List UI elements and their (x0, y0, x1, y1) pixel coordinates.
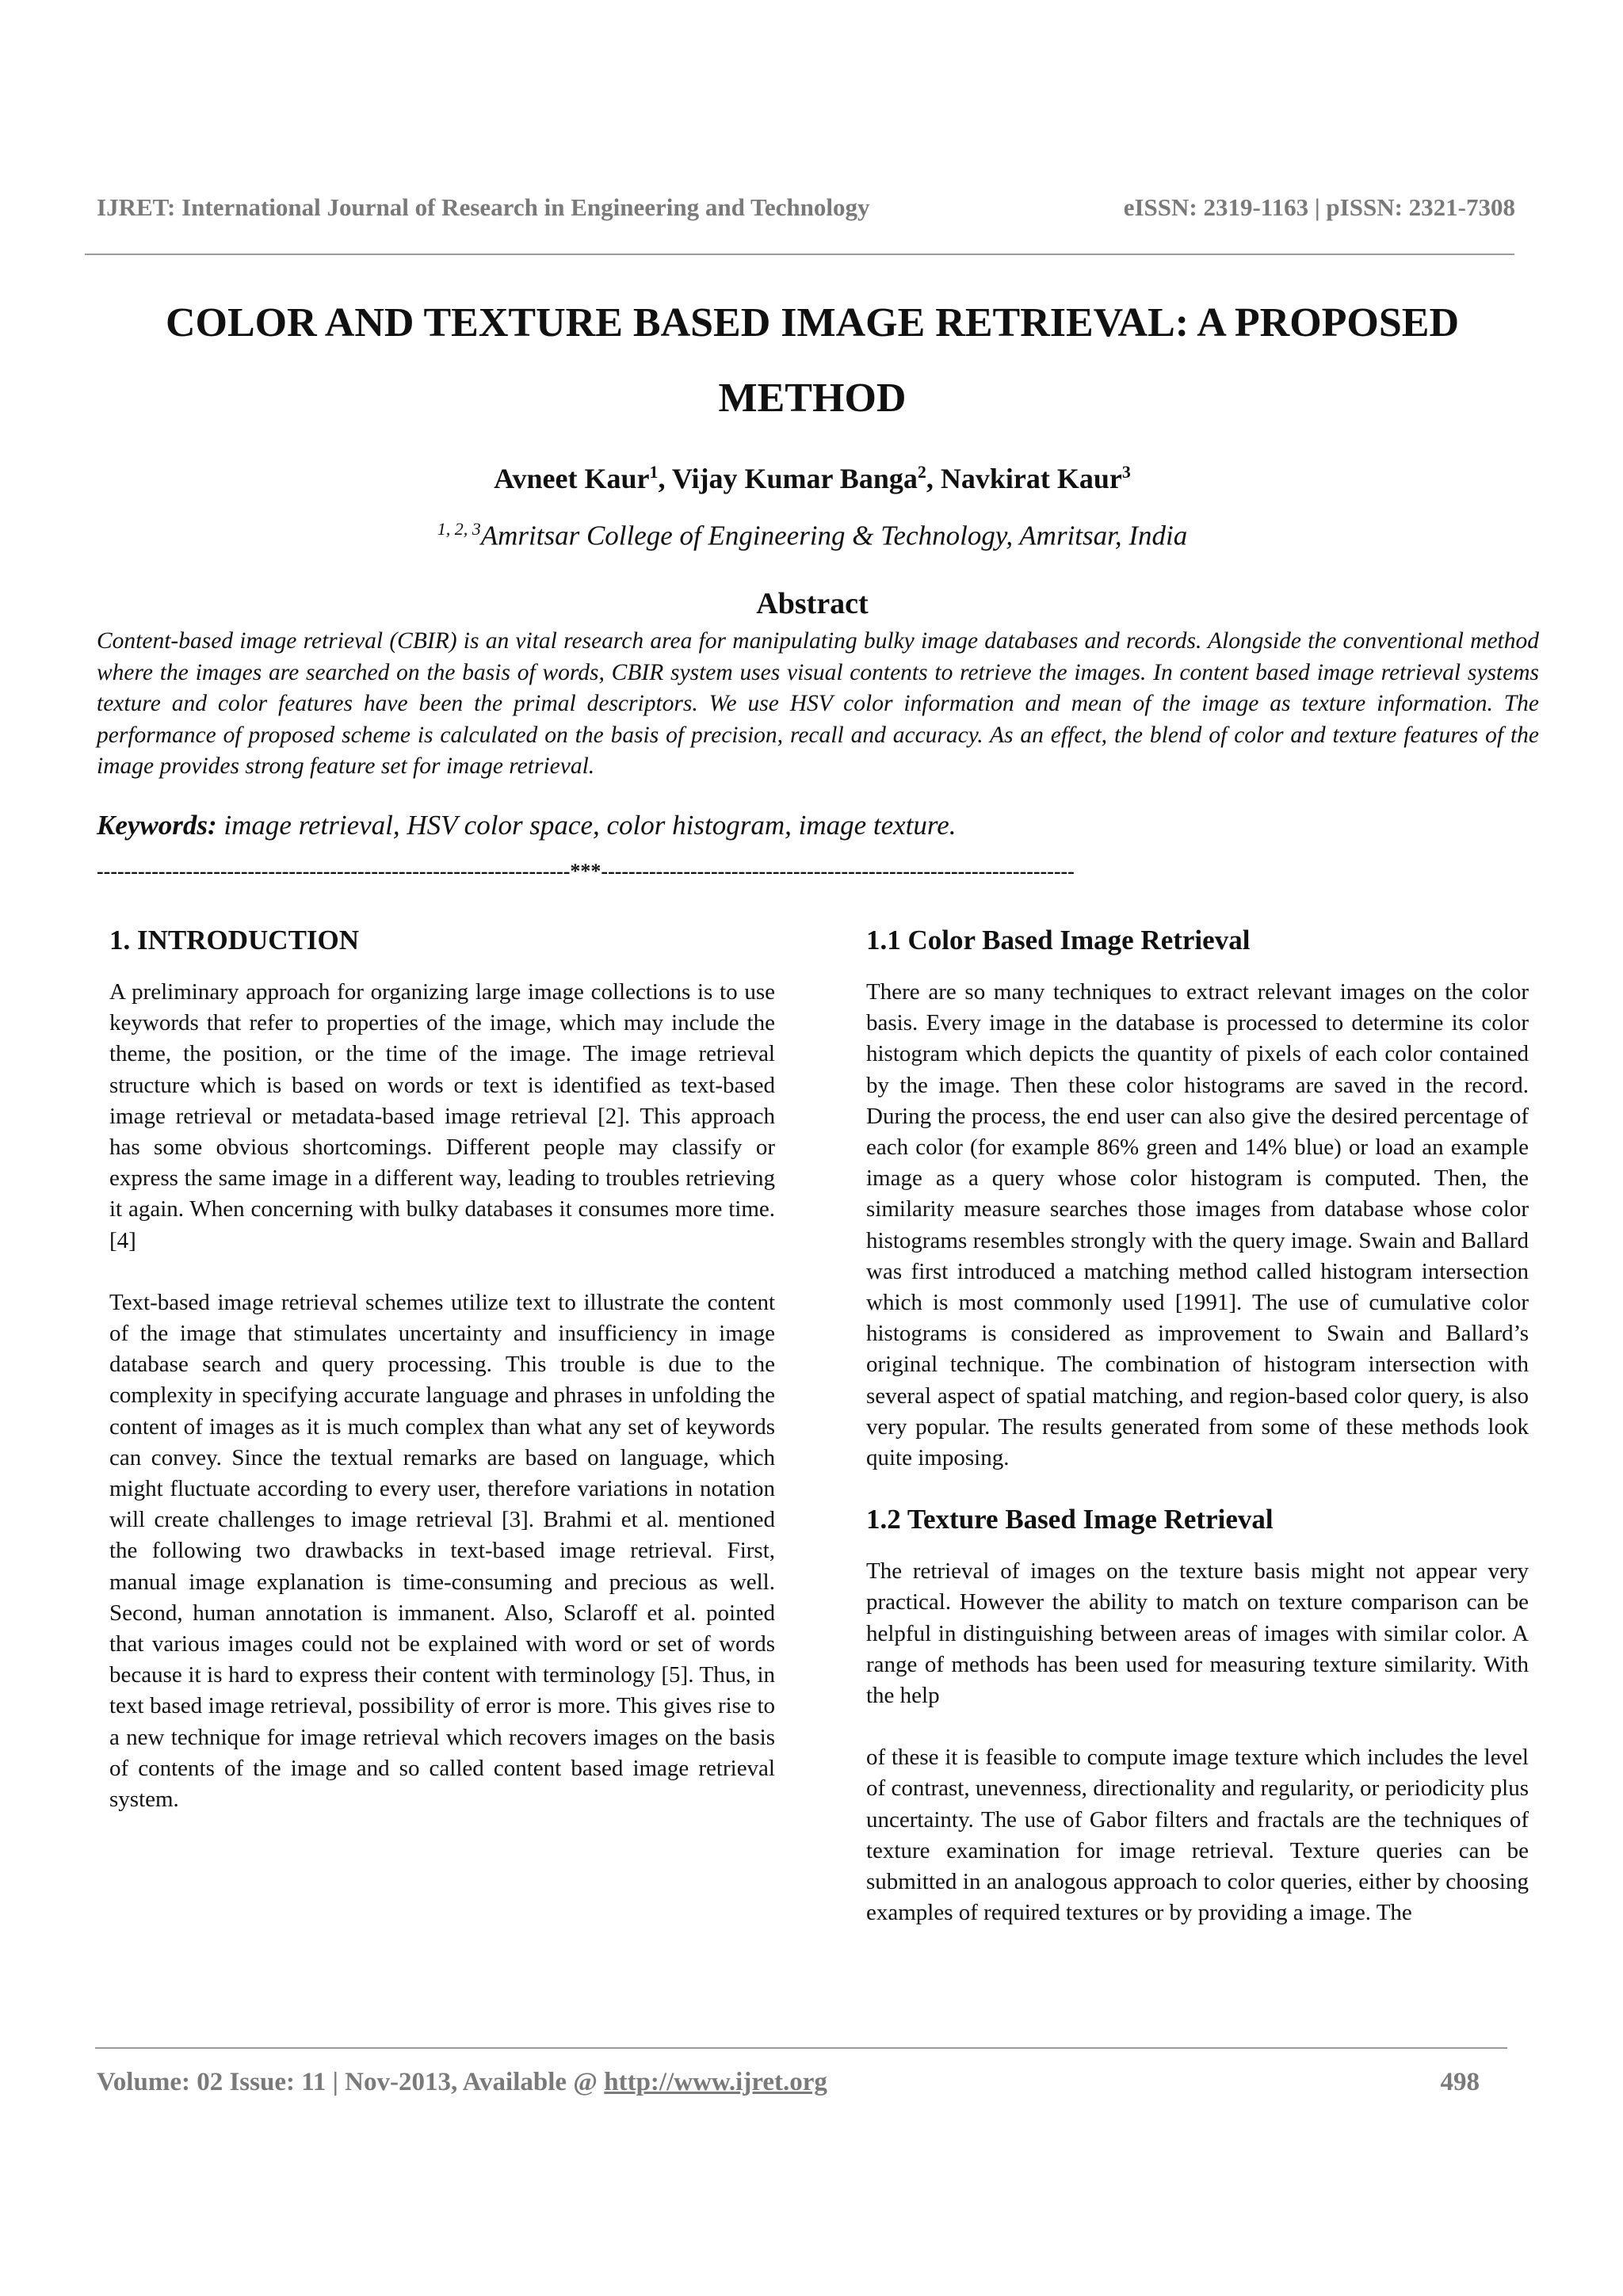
author-2-affil-mark: 2 (917, 462, 926, 482)
issn-numbers: eISSN: 2319-1163 | pISSN: 2321-7308 (1123, 193, 1515, 221)
volume-text: Volume: 02 Issue: 11 | Nov-2013, Available @ (97, 2068, 605, 2096)
journal-name: IJRET: International Journal of Research in Engineering and Technology (97, 193, 870, 221)
title-line-2: METHOD (718, 376, 907, 421)
paragraph: The retrieval of images on the texture basis might not appear very practical. However the ability to match on texture comparison can be helpful in distinguishing between areas of images with similar color. A range of methods has been used for measuring texture similarity. With the help (866, 1558, 1529, 1709)
paragraph: There are so many techniques to extract relevant images on the color basis. Every image in the database is processed to determine its color histogram which depicts the quantity of pixels of each color contained by the image. Then these color histograms are saved in the record. During the process, the end user can also give the desired percentage of each color (for example 86% green and 14% blue) or load an example image as a query whose color histogram is computed. Then, the similarity measure searches those images from database whose color histograms resembles strongly with the query image. Swain and Ballard was first introduced a matching method called histogram intersection which is most commonly used [1991]. The use of cumulative color histograms is considered as improvement to Swain and Ballard’s original technique. The combination of histogram intersection with several aspect of spatial matching, and region-based color query, is also very popular. The results generated from some of these methods look quite imposing. (866, 979, 1529, 1471)
footer-divider (95, 2047, 1507, 2049)
paragraph: A preliminary approach for organizing large image collections is to use keywords that refer to properties of the image, which may include the theme, the position, or the time of the image. The image retrieval structure which is based on words or text is identified as text-based image retrieval or metadata-based image retrieval [2]. This approach has some obvious shortcomings. Different people may classify or express the same image in a different way, leading to troubles retrieving it again. When concerning with bulky databases it consumes more time. [4] (109, 979, 775, 1253)
paper-title (95, 285, 1529, 436)
abstract-text: Content-based image retrieval (CBIR) is an vital research area for manipulating bulky image databases and records. Alongside the conventional method where the images are searched on the basis of words, CBIR system uses visual contents to retrieve the images. In content based image retrieval systems texture and color features have been the primal descriptors. We use HSV color information and mean of the image as texture information. The performance of proposed scheme is calculated on the basis of precision, recall and accuracy. As an effect, the blend of color and texture features of the image provides strong feature set for image retrieval. (97, 628, 1539, 779)
author-1: Avneet Kaur (494, 463, 650, 494)
journal-link[interactable]: http://www.ijret.org (604, 2068, 827, 2096)
keywords-text: image retrieval, HSV color space, color histogram, image texture. (216, 810, 957, 841)
section-heading-introduction: 1. INTRODUCTION (109, 925, 360, 955)
keywords-label: Keywords: (97, 810, 217, 841)
title-line-1: COLOR AND TEXTURE BASED IMAGE RETRIEVAL: A PROPOSED (165, 300, 1460, 345)
section-heading-color: 1.1 Color Based Image Retrieval (866, 925, 1251, 955)
section-heading-texture: 1.2 Texture Based Image Retrieval (866, 1504, 1274, 1535)
author-1-affil-mark: 1 (649, 462, 659, 482)
author-3: Navkirat Kaur (940, 463, 1122, 494)
running-header (97, 193, 1515, 225)
author-3-affil-mark: 3 (1121, 462, 1131, 482)
affiliation-text: Amritsar College of Engineering & Technology, Amritsar, India (480, 520, 1188, 551)
paragraph: of these it is feasible to compute image texture which includes the level of contrast, unevenness, directionality and regularity, or periodicity plus uncertainty. The use of Gabor filters and fractals are the techniques of texture examination for image retrieval. Texture queries can be submitted in an analogous approach to color queries, either by choosing examples of required textures or by providing a image. The (866, 1745, 1529, 1926)
paragraph: Text-based image retrieval schemes utilize text to illustrate the content of the image that stimulates uncertainty and insufficiency in image database search and query processing. This trouble is due to the complexity in specifying accurate language and phrases in unfolding the content of images as it is much complex than what any set of keywords can convey. Since the textual remarks are based on language, which might fluctuate according to every user, therefore variations in notation will create challenges to image retrieval [3]. Brahmi et al. mentioned the following two drawbacks in text-based image retrieval. First, manual image explanation is time-consuming and precious as well. Second, human annotation is immanent. Also, Sclaroff et al. pointed that various images could not be explained with word or set of words because it is hard to express their content with terminology [5]. Thus, in text based image retrieval, possibility of error is more. This gives rise to a new technique for image retrieval which recovers images on the basis of contents of the image and so called content based image retrieval system. (109, 1289, 775, 1813)
affiliation-marks: 1, 2, 3 (437, 519, 481, 539)
keywords (97, 810, 1539, 841)
abstract-heading: Abstract (756, 587, 869, 620)
left-column (109, 923, 775, 1815)
running-footer (97, 2068, 1480, 2100)
page-number: 498 (1440, 2068, 1480, 2096)
author-separator: , (926, 463, 941, 494)
author-list (95, 462, 1529, 495)
affiliation (95, 519, 1529, 552)
author-2: Vijay Kumar Banga (671, 463, 918, 494)
section-separator: ---------------------------------------------------------------------***--------------------------------------------------------------------- (97, 860, 1075, 883)
author-separator: , (658, 463, 672, 494)
volume-info (97, 2068, 827, 2097)
right-column (866, 923, 1529, 1928)
header-divider (85, 254, 1514, 255)
